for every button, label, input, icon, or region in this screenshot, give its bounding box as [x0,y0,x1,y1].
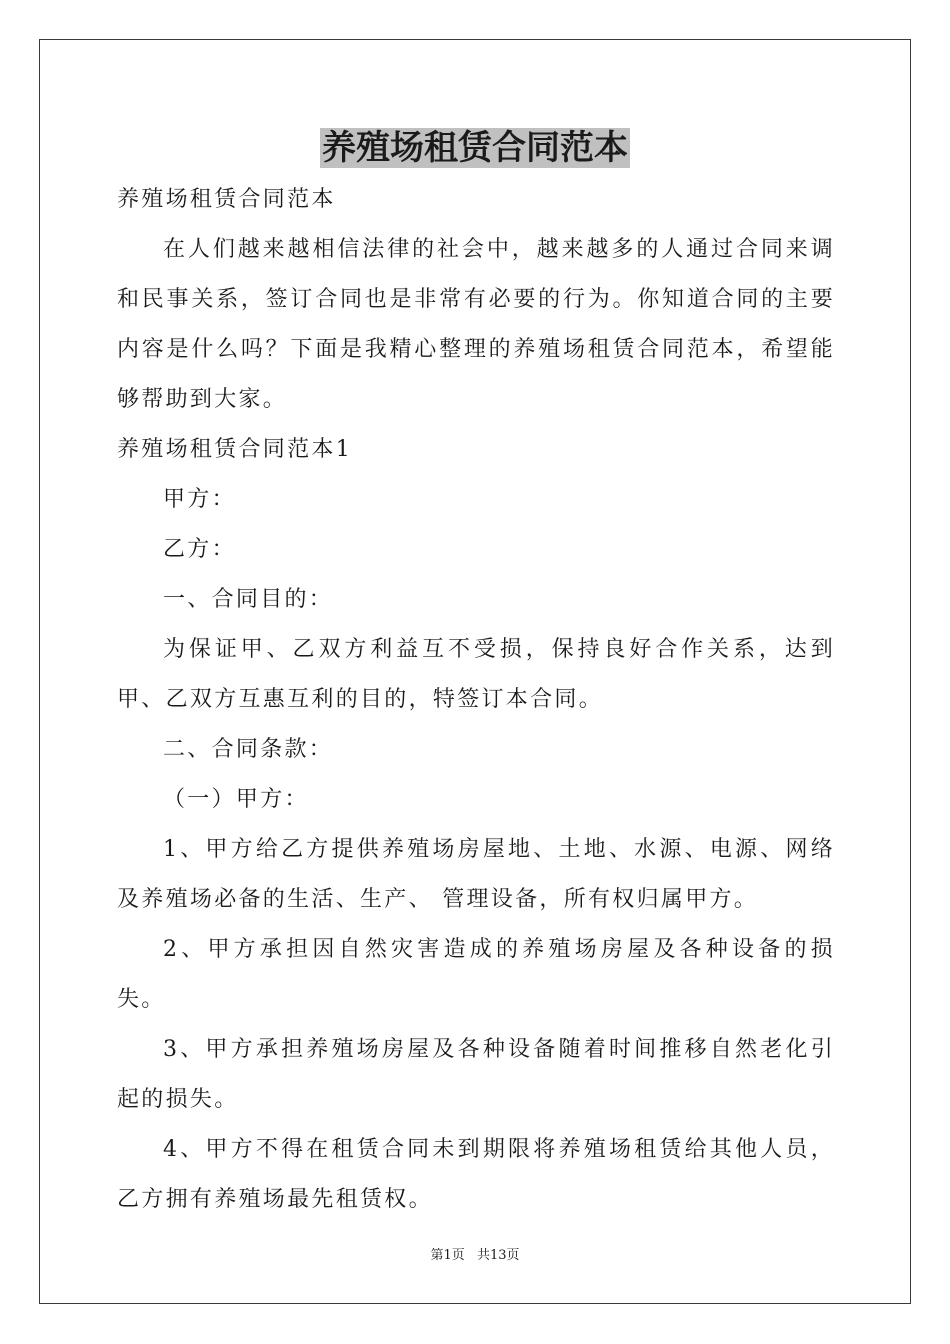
paragraph-section-heading: 养殖场租赁合同范本1 [117,437,352,462]
page-footer [0,1247,950,1265]
document-body [117,175,835,1225]
paragraph-clause-3: 3、甲方承担养殖场房屋及各种设备随着时间推移自然老化引起的损失。 [117,1037,835,1112]
paragraph-clause-4: 4、甲方不得在租赁合同未到期限将养殖场租赁给其他人员，乙方拥有养殖场最先租赁权。 [117,1137,835,1212]
page-total: 共13页 [476,1248,520,1263]
paragraph-clause-2: 2、甲方承担因自然灾害造成的养殖场房屋及各种设备的损失。 [117,937,835,1012]
paragraph-party-a-heading: （一）甲方： [163,787,309,812]
paragraph-party-a: 甲方： [163,487,236,512]
document-title [0,124,950,172]
document-title-text: 养殖场租赁合同范本 [322,128,628,168]
paragraph-contract-purpose: 为保证甲、乙双方利益互不受损，保持良好合作关系，达到甲、乙双方互惠互利的目的，特签订本合同。 [117,637,835,712]
paragraph-contract-terms-heading: 二、合同条款： [163,737,334,762]
paragraph-contract-purpose-heading: 一、合同目的： [163,587,334,612]
paragraph-subtitle: 养殖场租赁合同范本 [117,187,336,212]
paragraph-intro: 在人们越来越相信法律的社会中，越来越多的人通过合同来调和民事关系，签订合同也是非常有必要的行为。你知道合同的主要内容是什么吗？下面是我精心整理的养殖场租赁合同范本，希望能够帮助到大家。 [117,237,835,412]
paragraph-clause-1: 1、甲方给乙方提供养殖场房屋地、土地、水源、电源、网络及养殖场必备的生活、生产、 管理设备，所有权归属甲方。 [117,837,835,912]
page-number: 第1页 [430,1248,465,1263]
paragraph-party-b: 乙方： [163,537,236,562]
